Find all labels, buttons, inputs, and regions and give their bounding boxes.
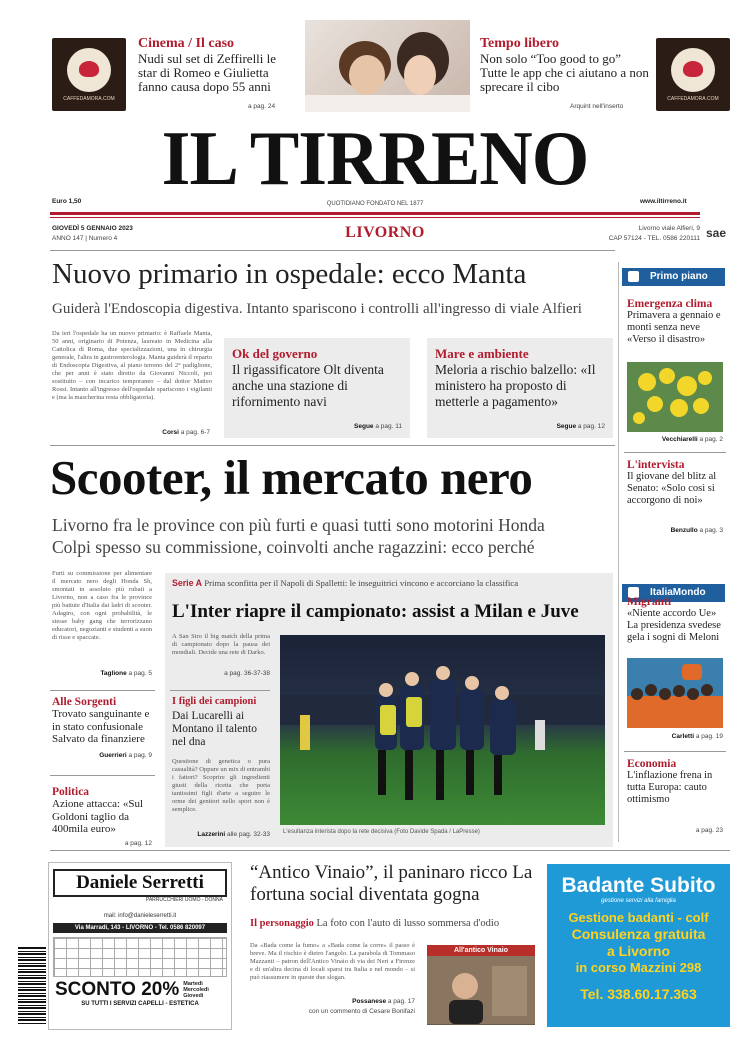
football-players-illustration — [280, 635, 605, 825]
sidebar-story-economia[interactable] — [627, 758, 727, 806]
sidebar-kicker: Economia — [627, 758, 677, 770]
main-subtitle-2: Colpi spesso su commissione, coinvolti anche ragazzini: ecco perché — [52, 537, 535, 557]
sport-body: A San Siro il big match della prima di campionato dopo la pausa dei mondiali. Decide una rete di Darko. — [172, 633, 270, 656]
inter-celebration-photo — [280, 635, 605, 825]
cafe-logo-left — [52, 38, 126, 111]
section-title: Primo piano — [650, 271, 708, 282]
sidebar-divider — [618, 262, 619, 842]
sidebar-byline — [627, 436, 723, 443]
ad-line-1: Gestione badanti - colf — [568, 910, 709, 925]
main-byline-author: Taglione — [100, 670, 127, 677]
story-page: a pag. 17 — [387, 998, 415, 1005]
left-story-kicker: Alle Sorgenti — [52, 696, 117, 708]
left-story-sorgenti[interactable] — [52, 696, 156, 746]
sidebar-page: a pag. 23 — [695, 827, 723, 834]
barcode — [18, 946, 46, 1024]
ad-line-2: Consulenza gratuita — [571, 926, 706, 942]
sport-side-body: Questione di genetica o pura casualità? Oppure un mix di entrambi i fattori? Scoprire gli ingredienti giusti della ricetta che porta tantissimi figli d'arte a seguire le orme dei genitori nello sport non è semplice. — [172, 758, 270, 813]
left-story-kicker: Politica — [52, 786, 90, 798]
story-kicker-text: La foto con l'auto di lusso sommersa d'odio — [316, 918, 500, 929]
sidebar-text: «Niente accordo Ue» La presidenza svedese gela i sogni di Meloni — [627, 608, 721, 643]
founded: QUOTIDIANO FONDATO NEL 1877 — [326, 201, 424, 207]
box-text: Il rigassificatore Olt diventa anche una stazione di rifornimento navi — [232, 362, 384, 409]
issue: ANNO 147 | Numero 4 — [52, 235, 118, 242]
main-byline — [52, 670, 152, 677]
left-rule — [50, 690, 155, 691]
sidebar-kicker: Emergenza clima — [627, 298, 713, 310]
lead-headline[interactable]: Nuovo primario in ospedale: ecco Manta — [52, 258, 527, 290]
story-antico-vinaio-title[interactable]: “Antico Vinaio”, il paninaro ricco La fortuna social diventata gogna — [250, 862, 533, 905]
sport-side-page: alle pag. 32-33 — [226, 831, 270, 838]
masthead-rule — [50, 212, 700, 215]
site-link[interactable]: www.iltirreno.it — [640, 198, 687, 205]
sidebar-rule — [624, 452, 726, 453]
ad-name: Daniele Serretti — [53, 869, 227, 897]
sidebar-story-migranti[interactable] — [627, 596, 727, 644]
story-byline — [250, 998, 415, 1005]
teaser-kicker: Cinema / Il caso — [138, 36, 235, 51]
ad-line-4: in corso Mazzini 298 — [575, 960, 702, 975]
news-box-governo[interactable] — [224, 338, 410, 438]
sport-side-author: Lazzerini — [197, 831, 226, 838]
header-rule — [50, 250, 615, 251]
sidebar-page: a pag. 19 — [695, 733, 723, 740]
ad-line-3: a Livorno — [606, 943, 670, 959]
sidebar-text: L'inflazione frena in tutta Europa: cauto ottimismo — [627, 770, 713, 805]
main-headline[interactable]: Scooter, il mercato nero — [50, 450, 533, 505]
main-subtitle-1: Livorno fra le province con più furti e quasi tutti sono motorini Honda — [52, 515, 545, 535]
teaser-kicker: Tempo libero — [480, 36, 559, 51]
sidebar-text: Primavera a gennaio e monti senza neve «Verso il disastro» — [627, 310, 721, 345]
ad-grid — [53, 937, 227, 977]
ad-days: Martedì Mercoledì Giovedì — [183, 981, 209, 999]
sidebar-page: a pag. 3 — [699, 527, 723, 534]
sidebar-rule-2 — [624, 751, 726, 752]
left-story-author: Guerrieri — [99, 752, 127, 759]
sport-page: a pag. 36-37-38 — [224, 670, 270, 677]
sport-kicker: Serie A — [172, 578, 202, 588]
masthead-rule-thin — [50, 217, 700, 218]
news-box-meloria[interactable] — [427, 338, 613, 438]
migrants-photo — [627, 658, 723, 728]
ad-contact: mail: info@danieleserretti.it — [103, 913, 177, 919]
left-story-page: a pag. 12 — [124, 840, 152, 847]
ad-brand: Badante Subito — [561, 874, 716, 897]
teaser-text: Nudi sul set di Zeffirelli le star di Romeo e Giulietta fanno causa dopo 55 anni — [138, 51, 277, 94]
box-kicker: Mare e ambiente — [435, 346, 529, 361]
cafe-logo-label: CAFFEDAMORA.COM — [667, 95, 719, 102]
left-story-text: Azione attacca: «Sul Goldoni taglio da 400mila euro» — [52, 798, 144, 835]
ad-daniele-serretti[interactable] — [48, 862, 232, 1030]
contacts: CAP 57124 - TEL. 0586 220111 — [608, 235, 700, 242]
sidebar-author: Carletti — [671, 733, 695, 740]
sidebar-story-intervista[interactable] — [627, 459, 727, 507]
couple-illustration — [305, 20, 470, 112]
box-byline-author: Segue — [354, 423, 374, 430]
sae-logo: sae — [706, 226, 727, 240]
lead-byline — [110, 429, 210, 436]
masthead-title[interactable]: IL TIRRENO — [161, 115, 589, 203]
coffee-cup-icon — [671, 48, 715, 92]
section-header-primo-piano[interactable] — [622, 268, 725, 286]
date: GIOVEDÌ 5 GENNAIO 2023 — [52, 225, 133, 232]
left-story-text: Trovato sanguinante e in stato confusionale Salvato da finanziere — [52, 708, 150, 745]
lead-subtitle: Guiderà l'Endoscopia digestiva. Intanto spariscono i controlli all'ingresso di viale Alfieri — [52, 301, 582, 317]
left-story-byline — [52, 752, 152, 759]
left-rule-2 — [50, 775, 155, 776]
box-byline-author: Segue — [556, 423, 577, 430]
story-comment: con un commento di Cesare Bonifazi — [308, 1008, 415, 1015]
main-page: a pag. 5 — [128, 670, 152, 677]
sport-side-byline — [172, 831, 270, 838]
man-in-shop — [427, 956, 535, 1024]
ad-services: SU TUTTI I SERVIZI CAPELLI - ESTETICA — [81, 1001, 199, 1007]
box-page: a pag. 11 — [375, 423, 402, 430]
box-page: a pag. 12 — [577, 423, 605, 430]
sport-headline[interactable]: L'Inter riapre il campionato: assist a Milan e Juve — [172, 601, 579, 622]
migrant-boat — [627, 658, 723, 728]
teaser-page: a pag. 24 — [248, 103, 276, 110]
sport-rule — [170, 690, 270, 691]
photo-caption: L'esultanza interista dopo la rete decisiva (Foto Davide Spada / LaPresse) — [283, 829, 480, 835]
sport-kicker-line — [172, 578, 612, 588]
teaser-text: Non solo “Too good to go” Tutte le app che ci aiutano a non sprecare il cibo — [480, 51, 649, 94]
sport-kicker-text: Prima sconfitta per il Napoli di Spalletti: le inseguitrici vincono e accorciano la classifica — [204, 578, 519, 588]
sidebar-kicker: L'intervista — [627, 459, 685, 471]
cafe-logo-right — [656, 38, 730, 111]
section-icon — [628, 271, 639, 282]
lead-byline-author: Corsi — [162, 429, 179, 436]
ad-offer-row — [55, 979, 225, 1001]
sidebar-author: Benzullo — [670, 527, 698, 534]
mimosa-flowers — [627, 362, 723, 432]
top-teaser-right[interactable] — [480, 36, 650, 94]
box-byline — [557, 423, 605, 430]
sidebar-page: a pag. 2 — [699, 436, 723, 443]
main-body: Furti su commissione per alimentare il mercato nero degli Honda Sh, smontati in assoluto più rubati a Livorno, non a caso fra le province più battute d'Italia dai ladri di scooter. Adagiro, con ogni probabilità, le stesse baby gang che terrorizzano educatori, negozianti e studenti a suon di risse e spaccate. — [52, 570, 152, 641]
story-author: Possanese — [352, 998, 387, 1005]
box-text: Meloria a rischio balzello: «Il ministero ha proposto di metterle a pagamento» — [435, 362, 596, 409]
sport-side-kicker: I figli dei campioni — [172, 696, 257, 707]
box-byline — [354, 423, 402, 430]
address: Livorno viale Alfieri, 9 — [638, 225, 700, 232]
ad-badante-subito[interactable] — [547, 864, 730, 1027]
section-title: ItaliaMondo — [650, 587, 706, 598]
lead-rule — [50, 445, 615, 446]
sidebar-text: Il giovane del blitz al Senato: «Solo così si accorgono di noi» — [627, 471, 717, 506]
cafe-logo-label: CAFFEDAMORA.COM — [63, 95, 115, 102]
couple-photo — [305, 20, 470, 112]
story-body: Da «Bada come la fumo» a «Bada come la corre» il passo è breve. Ma il rischio è dietro l'angolo. La parabola di Tommaso Mazzanti – patron dell'Antico Vinaio di via dei Neri a Firenze e di un'altra decina di locali sparsi tra Italia e nel mondo – si può riassumere in queste due slogan. — [250, 942, 415, 981]
mimosa-photo — [627, 362, 723, 432]
left-story-page: a pag. 9 — [128, 752, 152, 759]
lead-page: a pag. 6-7 — [180, 429, 210, 436]
vinaio-photo — [427, 945, 535, 1025]
ad-offer: SCONTO 20% — [55, 979, 180, 1000]
lead-body: Da ieri l'ospedale ha un nuovo primario: è Raffaele Manta, 50 anni, originario di Potenza, laureato in Medicina alla Cattolica di Roma, due specializzazioni, una in chirurgia generale, l'altra in gastroenterologia. Manta guiderà il reparto di Endoscopia Digestiva, al piano terreno del 2° padiglione, che per anni è stato diretto da Giovanni Niccoli, poi sostituito – con incarico temporaneo – dal dottor Matteo Rossi. Intanto all'ingresso dell'ospedale spariscono i vigilanti e (ma la mascherina resta obbligatoria). — [52, 330, 212, 401]
left-story-politica[interactable] — [52, 786, 156, 836]
story-kicker: Il personaggio — [250, 918, 314, 929]
shop-sign: All'antico Vinaio — [427, 945, 535, 956]
story-kicker-line — [250, 918, 540, 929]
edition[interactable]: LIVORNO — [345, 224, 425, 241]
bottom-rule — [50, 850, 730, 851]
teaser-page: Arquint nell'inserto — [570, 103, 624, 110]
sidebar-byline — [627, 527, 723, 534]
coffee-cup-icon — [67, 48, 111, 92]
ad-address: Via Marradi, 143 - LIVORNO - Tel. 0586 820097 — [53, 923, 227, 933]
top-teaser-left[interactable] — [138, 36, 298, 94]
box-kicker: Ok del governo — [232, 346, 318, 361]
sidebar-kicker: Migranti — [627, 596, 672, 608]
ad-phone[interactable]: Tel. 338.60.17.363 — [580, 986, 697, 1002]
price: Euro 1,50 — [52, 198, 82, 205]
sport-side-title[interactable]: Dai Lucarelli ai Montano il talento nel dna — [172, 710, 257, 748]
sidebar-author: Vecchiarelli — [661, 436, 698, 443]
sidebar-story-clima[interactable] — [627, 298, 727, 346]
ad-subtitle: PARRUCCHIERI UOMO - DONNA — [145, 897, 223, 903]
ad-tagline: gestione servizi alla famiglia — [601, 898, 676, 904]
sidebar-byline — [627, 733, 723, 740]
